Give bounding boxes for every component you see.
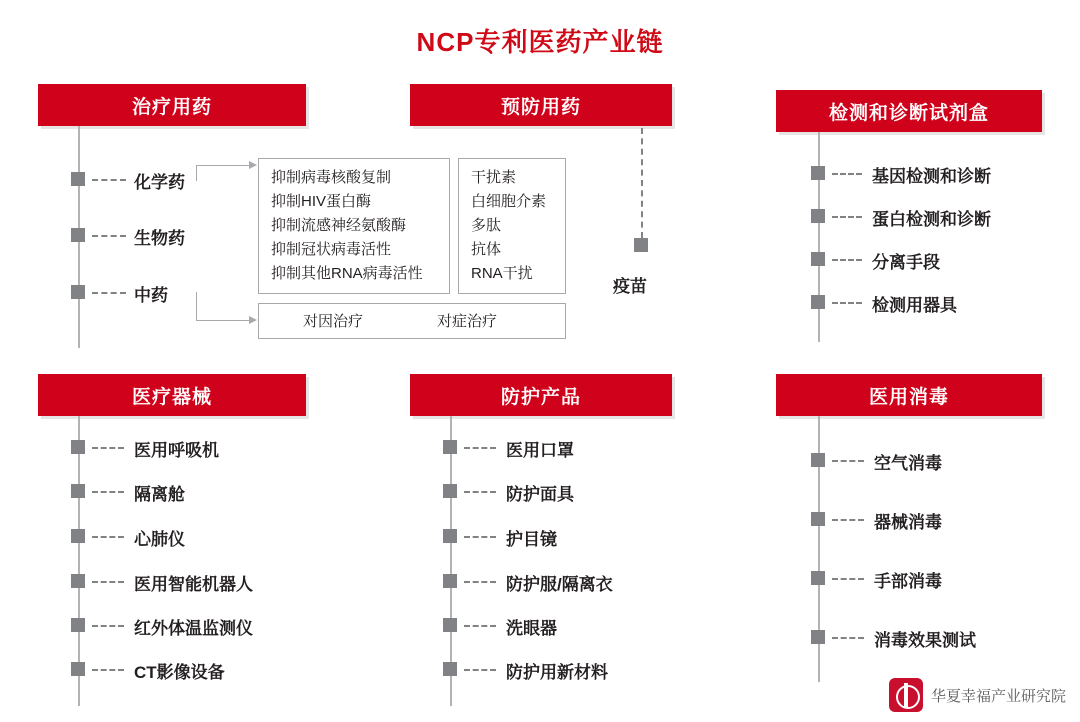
watermark (889, 678, 1066, 712)
node-disinfection-2 (811, 571, 825, 585)
node-protection-2 (443, 529, 457, 543)
section-header-diagnostics: 检测和诊断试剂盒 (776, 90, 1042, 132)
arrow-to-box3-line (196, 320, 250, 321)
watermark-text: 华夏幸福产业研究院 (930, 687, 1066, 705)
treatment-detail-box-1 (258, 158, 450, 294)
dash-devices-0 (92, 447, 124, 449)
dash-devices-5 (92, 669, 124, 671)
arrow-to-box1-head (249, 161, 257, 169)
leaf-diagnostics-0: 基因检测和诊断 (872, 167, 991, 186)
node-treatment-0 (71, 172, 85, 186)
leaf-disinfection-0: 空气消毒 (874, 454, 942, 473)
circle-bar-logo-icon (889, 678, 923, 712)
box2-line-0: 干扰素 (471, 169, 517, 186)
leaf-protection-2: 护目镜 (506, 530, 557, 549)
dash-protection-4 (464, 625, 496, 627)
node-protection-0 (443, 440, 457, 454)
leaf-disinfection-1: 器械消毒 (874, 513, 942, 532)
section-header-prevention: 预防用药 (410, 84, 672, 126)
dash-diagnostics-3 (832, 302, 862, 304)
leaf-devices-3: 医用智能机器人 (134, 575, 253, 594)
leaf-disinfection-3: 消毒效果测试 (874, 631, 976, 650)
node-protection-3 (443, 574, 457, 588)
leaf-diagnostics-3: 检测用器具 (872, 296, 957, 315)
spine-diagnostics (818, 132, 820, 342)
dash-diagnostics-2 (832, 259, 862, 261)
vdash-prevention (641, 128, 643, 238)
dash-protection-5 (464, 669, 496, 671)
box1-line-2: 抑制流感神经氨酸酶 (271, 217, 407, 234)
leaf-protection-0: 医用口罩 (506, 441, 574, 460)
arrow-to-box1-stem (196, 165, 197, 181)
leaf-protection-4: 洗眼器 (506, 619, 557, 638)
dash-disinfection-2 (832, 578, 864, 580)
box3-line-0: 对因治疗 (303, 313, 364, 330)
node-devices-5 (71, 662, 85, 676)
node-devices-3 (71, 574, 85, 588)
arrow-to-box3-head (249, 316, 257, 324)
node-disinfection-3 (811, 630, 825, 644)
dash-devices-3 (92, 581, 124, 583)
leaf-treatment-0: 化学药 (134, 173, 185, 192)
node-disinfection-0 (811, 453, 825, 467)
box2-line-3: 抗体 (471, 241, 502, 258)
dash-protection-2 (464, 536, 496, 538)
arrow-to-box3-stem (196, 292, 197, 320)
dash-protection-0 (464, 447, 496, 449)
treatment-detail-box-3 (258, 303, 566, 339)
node-devices-2 (71, 529, 85, 543)
node-treatment-1 (71, 228, 85, 242)
node-devices-1 (71, 484, 85, 498)
dash-protection-1 (464, 491, 496, 493)
box1-line-3: 抑制冠状病毒活性 (271, 241, 392, 258)
section-header-devices: 医疗器械 (38, 374, 306, 416)
node-disinfection-1 (811, 512, 825, 526)
node-protection-5 (443, 662, 457, 676)
leaf-protection-5: 防护用新材料 (506, 663, 608, 682)
dash-diagnostics-0 (832, 173, 862, 175)
node-diagnostics-3 (811, 295, 825, 309)
leaf-treatment-1: 生物药 (134, 229, 185, 248)
dash-disinfection-0 (832, 460, 864, 462)
box3-line-1: 对症治疗 (437, 313, 498, 330)
dash-treatment-1 (92, 235, 126, 237)
treatment-detail-box-2 (458, 158, 566, 294)
leaf-diagnostics-1: 蛋白检测和诊断 (872, 210, 991, 229)
dash-devices-4 (92, 625, 124, 627)
box1-line-0: 抑制病毒核酸复制 (271, 169, 392, 186)
dash-treatment-2 (92, 292, 126, 294)
box2-line-4: RNA干扰 (471, 265, 533, 282)
page-title: NCP专利医药产业链 (416, 27, 664, 57)
arrow-to-box1-line (196, 165, 250, 166)
leaf-diagnostics-2: 分离手段 (872, 253, 940, 272)
node-protection-4 (443, 618, 457, 632)
leaf-devices-0: 医用呼吸机 (134, 441, 219, 460)
leaf-protection-1: 防护面具 (506, 485, 574, 504)
section-header-disinfection: 医用消毒 (776, 374, 1042, 416)
node-prevention-0 (634, 238, 648, 252)
dash-treatment-0 (92, 179, 126, 181)
leaf-treatment-2: 中药 (134, 286, 168, 305)
section-header-protection: 防护产品 (410, 374, 672, 416)
box1-line-4: 抑制其他RNA病毒活性 (271, 265, 423, 282)
leaf-prevention-0: 疫苗 (613, 277, 647, 296)
dash-disinfection-1 (832, 519, 864, 521)
node-devices-4 (71, 618, 85, 632)
dash-diagnostics-1 (832, 216, 862, 218)
node-diagnostics-2 (811, 252, 825, 266)
leaf-disinfection-2: 手部消毒 (874, 572, 942, 591)
dash-disinfection-3 (832, 637, 864, 639)
dash-devices-2 (92, 536, 124, 538)
node-devices-0 (71, 440, 85, 454)
node-treatment-2 (71, 285, 85, 299)
leaf-protection-3: 防护服/隔离衣 (506, 575, 613, 594)
node-diagnostics-1 (811, 209, 825, 223)
leaf-devices-5: CT影像设备 (134, 663, 225, 682)
leaf-devices-2: 心肺仪 (134, 530, 185, 549)
box2-line-2: 多肽 (471, 217, 502, 234)
box2-line-1: 白细胞介素 (471, 193, 547, 210)
dash-devices-1 (92, 491, 124, 493)
leaf-devices-4: 红外体温监测仪 (134, 619, 253, 638)
dash-protection-3 (464, 581, 496, 583)
node-diagnostics-0 (811, 166, 825, 180)
node-protection-1 (443, 484, 457, 498)
section-header-treatment: 治疗用药 (38, 84, 306, 126)
leaf-devices-1: 隔离舱 (134, 485, 185, 504)
box1-line-1: 抑制HIV蛋白酶 (271, 193, 372, 210)
